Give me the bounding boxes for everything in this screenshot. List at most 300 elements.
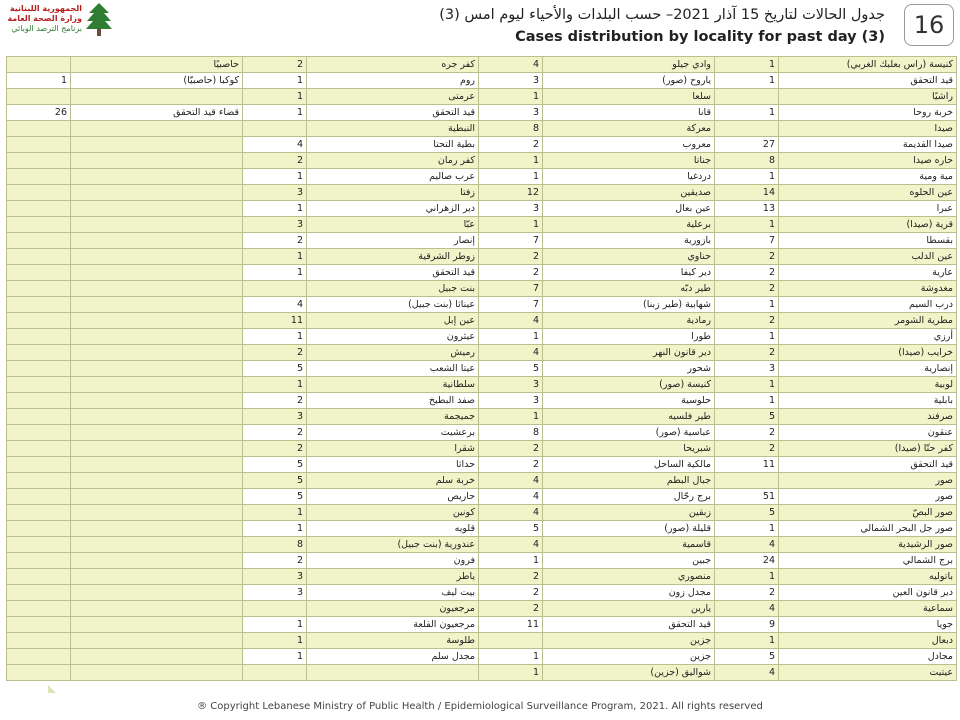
case-count-cell: 1: [715, 521, 779, 537]
case-count-cell: [7, 281, 71, 297]
case-count-cell: [7, 489, 71, 505]
case-count-cell: 13: [715, 201, 779, 217]
case-count-cell: 7: [479, 281, 543, 297]
locality-name-cell: أرزي: [779, 329, 957, 345]
locality-name-cell: برج الشمالي: [779, 553, 957, 569]
case-count-cell: 1: [243, 329, 307, 345]
locality-name-cell: [71, 617, 243, 633]
locality-name-cell: [71, 537, 243, 553]
case-count-cell: 4: [479, 57, 543, 73]
case-count-cell: 12: [479, 185, 543, 201]
case-count-cell: 3: [243, 569, 307, 585]
case-count-cell: 1: [243, 201, 307, 217]
page-title-arabic: جدول الحالات لتاريخ 15 آذار 2021– حسب البلدات والأحياء ليوم امس (3): [439, 7, 885, 23]
table-row: [7, 409, 957, 425]
case-count-cell: 3: [479, 105, 543, 121]
locality-name-cell: قضاء قيد التحقق: [71, 105, 243, 121]
case-count-cell: 1: [243, 617, 307, 633]
case-count-cell: 1: [243, 649, 307, 665]
locality-name-cell: بابلية: [779, 393, 957, 409]
locality-name-cell: رمادية: [543, 313, 715, 329]
locality-name-cell: صيدا: [779, 121, 957, 137]
case-count-cell: 2: [715, 249, 779, 265]
case-count-cell: 26: [7, 105, 71, 121]
case-count-cell: [7, 585, 71, 601]
case-count-cell: [7, 633, 71, 649]
locality-name-cell: ياروح (صور): [543, 73, 715, 89]
case-count-cell: [7, 201, 71, 217]
locality-name-cell: صور جل البحر الشمالي: [779, 521, 957, 537]
case-count-cell: 5: [715, 505, 779, 521]
locality-name-cell: [71, 665, 243, 681]
case-count-cell: [7, 473, 71, 489]
case-count-cell: 1: [243, 377, 307, 393]
locality-name-cell: منصوري: [543, 569, 715, 585]
locality-name-cell: معركة: [543, 121, 715, 137]
locality-name-cell: قلويه: [307, 521, 479, 537]
case-count-cell: 1: [7, 73, 71, 89]
case-count-cell: [7, 665, 71, 681]
locality-name-cell: حاريص: [307, 489, 479, 505]
case-count-cell: 1: [243, 169, 307, 185]
locality-name-cell: مغدوشة: [779, 281, 957, 297]
locality-name-cell: جويا: [779, 617, 957, 633]
case-count-cell: 3: [243, 185, 307, 201]
case-count-cell: [7, 441, 71, 457]
case-count-cell: 4: [243, 297, 307, 313]
table-row: [7, 425, 957, 441]
case-count-cell: 14: [715, 185, 779, 201]
case-count-cell: 2: [243, 233, 307, 249]
case-count-cell: 1: [715, 73, 779, 89]
locality-name-cell: كونين: [307, 505, 479, 521]
case-count-cell: 5: [479, 361, 543, 377]
case-count-cell: [715, 89, 779, 105]
table-row: [7, 505, 957, 521]
case-count-cell: 1: [715, 569, 779, 585]
locality-name-cell: [71, 393, 243, 409]
locality-name-cell: عيثرون: [307, 329, 479, 345]
locality-name-cell: راشيًا: [779, 89, 957, 105]
locality-name-cell: [71, 409, 243, 425]
locality-name-cell: دير كيفا: [543, 265, 715, 281]
table-body: [7, 57, 957, 681]
locality-name-cell: [71, 649, 243, 665]
locality-name-cell: صيدا القديمة: [779, 137, 957, 153]
case-count-cell: 1: [243, 505, 307, 521]
locality-name-cell: جزين: [543, 649, 715, 665]
locality-name-cell: سماعية: [779, 601, 957, 617]
table-row: [7, 329, 957, 345]
locality-name-cell: عبّا: [307, 217, 479, 233]
table-row: [7, 201, 957, 217]
table-row: [7, 281, 957, 297]
locality-name-cell: عندورية (بنت جبيل): [307, 537, 479, 553]
locality-name-cell: طير فلسيه: [543, 409, 715, 425]
table-row: [7, 473, 957, 489]
locality-name-cell: دير الزهراني: [307, 201, 479, 217]
case-count-cell: [7, 137, 71, 153]
case-count-cell: [7, 329, 71, 345]
case-count-cell: 1: [715, 633, 779, 649]
locality-name-cell: [71, 249, 243, 265]
table-row: [7, 89, 957, 105]
locality-name-cell: كوكبا (حاصبيّا): [71, 73, 243, 89]
case-count-cell: 2: [479, 265, 543, 281]
locality-name-cell: سلطانية: [307, 377, 479, 393]
locality-name-cell: عين الحلوه: [779, 185, 957, 201]
case-count-cell: 2: [479, 441, 543, 457]
case-count-cell: 1: [479, 553, 543, 569]
table-row: [7, 457, 957, 473]
locality-name-cell: طلوسة: [307, 633, 479, 649]
locality-name-cell: [71, 377, 243, 393]
locality-name-cell: [71, 169, 243, 185]
case-count-cell: [7, 505, 71, 521]
locality-name-cell: صور الرشيدية: [779, 537, 957, 553]
case-count-cell: 1: [715, 105, 779, 121]
locality-name-cell: مية ومية: [779, 169, 957, 185]
locality-name-cell: كنيسة (صور): [543, 377, 715, 393]
locality-name-cell: برعشيت: [307, 425, 479, 441]
case-count-cell: [7, 121, 71, 137]
locality-name-cell: خرايب (صيدا): [779, 345, 957, 361]
locality-name-cell: كنيسة (راس بعلبك الغربي): [779, 57, 957, 73]
case-count-cell: 5: [243, 361, 307, 377]
case-count-cell: 2: [715, 265, 779, 281]
locality-name-cell: حناوي: [543, 249, 715, 265]
case-count-cell: 1: [715, 57, 779, 73]
locality-name-cell: [71, 153, 243, 169]
table-row: [7, 553, 957, 569]
case-count-cell: 11: [715, 457, 779, 473]
case-count-cell: 4: [479, 489, 543, 505]
locality-name-cell: [71, 185, 243, 201]
case-count-cell: 11: [479, 617, 543, 633]
case-count-cell: 24: [715, 553, 779, 569]
case-count-cell: 2: [243, 441, 307, 457]
locality-name-cell: [71, 201, 243, 217]
case-count-cell: [7, 169, 71, 185]
locality-name-cell: قيد التحقق: [307, 265, 479, 281]
table-row: [7, 569, 957, 585]
case-count-cell: 3: [479, 393, 543, 409]
table-row: [7, 73, 957, 89]
case-count-cell: 51: [715, 489, 779, 505]
case-count-cell: 1: [243, 89, 307, 105]
case-count-cell: 1: [243, 105, 307, 121]
locality-name-cell: شواليق (جزين): [543, 665, 715, 681]
case-count-cell: 1: [479, 153, 543, 169]
table-row: [7, 313, 957, 329]
case-count-cell: 8: [479, 425, 543, 441]
case-count-cell: 9: [715, 617, 779, 633]
locality-name-cell: شقرا: [307, 441, 479, 457]
case-count-cell: 1: [479, 665, 543, 681]
locality-name-cell: [71, 297, 243, 313]
locality-name-cell: صديقين: [543, 185, 715, 201]
case-count-cell: 1: [715, 393, 779, 409]
case-count-cell: 2: [715, 313, 779, 329]
locality-name-cell: بنت جبيل: [307, 281, 479, 297]
case-count-cell: 2: [479, 601, 543, 617]
case-count-cell: [715, 473, 779, 489]
table-row: [7, 345, 957, 361]
table-row: [7, 249, 957, 265]
locality-name-cell: فرون: [307, 553, 479, 569]
case-count-cell: 3: [243, 409, 307, 425]
locality-name-cell: عنقون: [779, 425, 957, 441]
case-count-cell: [7, 313, 71, 329]
case-count-cell: 1: [715, 377, 779, 393]
locality-name-cell: يارين: [543, 601, 715, 617]
table-row: [7, 137, 957, 153]
locality-name-cell: كفر رمان: [307, 153, 479, 169]
locality-name-cell: وادي جيلو: [543, 57, 715, 73]
logo-line-3: برنامج الترصد الوبائي: [11, 24, 82, 33]
locality-name-cell: حاصبيًا: [71, 57, 243, 73]
case-count-cell: 2: [715, 281, 779, 297]
locality-name-cell: مرجعيون: [307, 601, 479, 617]
locality-name-cell: بطية التحتا: [307, 137, 479, 153]
case-count-cell: 27: [715, 137, 779, 153]
locality-name-cell: [71, 233, 243, 249]
locality-name-cell: حداثا: [307, 457, 479, 473]
case-count-cell: 1: [243, 521, 307, 537]
case-count-cell: [7, 649, 71, 665]
locality-name-cell: حاره صيدا: [779, 153, 957, 169]
case-count-cell: 2: [479, 457, 543, 473]
table-row: [7, 57, 957, 73]
case-count-cell: 4: [715, 537, 779, 553]
locality-name-cell: مرجعيون القلعة: [307, 617, 479, 633]
case-count-cell: 2: [243, 57, 307, 73]
case-count-cell: [7, 265, 71, 281]
case-count-cell: [243, 121, 307, 137]
case-count-cell: 4: [715, 601, 779, 617]
locality-name-cell: عين بعال: [543, 201, 715, 217]
case-count-cell: 7: [479, 233, 543, 249]
locality-name-cell: جبال البطم: [543, 473, 715, 489]
case-count-cell: 2: [479, 249, 543, 265]
locality-name-cell: مجادل: [779, 649, 957, 665]
locality-name-cell: مطرية الشومر: [779, 313, 957, 329]
table-row: [7, 185, 957, 201]
table-row: [7, 633, 957, 649]
cedar-icon: [86, 2, 112, 38]
case-count-cell: 1: [479, 409, 543, 425]
logo-line-1: الجمهورية اللبنانية: [9, 4, 82, 13]
table-row: [7, 521, 957, 537]
case-count-cell: [7, 537, 71, 553]
case-count-cell: [7, 377, 71, 393]
locality-name-cell: بازورية: [543, 233, 715, 249]
case-count-cell: 2: [243, 153, 307, 169]
locality-name-cell: جناتا: [543, 153, 715, 169]
locality-name-cell: عبرا: [779, 201, 957, 217]
case-count-cell: 4: [479, 537, 543, 553]
table-row: [7, 601, 957, 617]
locality-name-cell: [71, 633, 243, 649]
case-count-cell: 1: [479, 649, 543, 665]
locality-name-cell: قيد التحقق: [307, 105, 479, 121]
case-count-cell: 3: [479, 73, 543, 89]
case-count-cell: 1: [243, 73, 307, 89]
locality-name-cell: [71, 281, 243, 297]
case-count-cell: 2: [715, 441, 779, 457]
case-count-cell: 1: [479, 169, 543, 185]
case-count-cell: 7: [479, 297, 543, 313]
table-row: [7, 233, 957, 249]
locality-name-cell: درب السيم: [779, 297, 957, 313]
locality-name-cell: عارية: [779, 265, 957, 281]
case-count-cell: 2: [243, 425, 307, 441]
case-count-cell: [7, 233, 71, 249]
locality-name-cell: عرمتى: [307, 89, 479, 105]
locality-name-cell: دبعال: [779, 633, 957, 649]
logo-line-2: وزارة الصحة العامة: [7, 14, 82, 23]
case-count-cell: [243, 665, 307, 681]
case-count-cell: 2: [479, 585, 543, 601]
locality-name-cell: [71, 441, 243, 457]
locality-name-cell: صور: [779, 489, 957, 505]
table-row: [7, 665, 957, 681]
locality-name-cell: عرب صاليم: [307, 169, 479, 185]
locality-name-cell: عين الدلب: [779, 249, 957, 265]
case-count-cell: [7, 185, 71, 201]
case-count-cell: 5: [243, 489, 307, 505]
locality-name-cell: [71, 473, 243, 489]
locality-name-cell: بيت ليف: [307, 585, 479, 601]
case-count-cell: 7: [715, 233, 779, 249]
locality-name-cell: عيتيت: [779, 665, 957, 681]
locality-name-cell: [71, 265, 243, 281]
locality-name-cell: دردغيا: [543, 169, 715, 185]
locality-name-cell: قانا: [543, 105, 715, 121]
case-count-cell: 1: [243, 633, 307, 649]
locality-name-cell: شبريحا: [543, 441, 715, 457]
logo-text: [4, 4, 82, 34]
case-count-cell: 4: [243, 137, 307, 153]
case-count-cell: 4: [479, 345, 543, 361]
table-row: [7, 121, 957, 137]
locality-name-cell: [71, 121, 243, 137]
case-count-cell: 3: [479, 377, 543, 393]
locality-name-cell: رميش: [307, 345, 479, 361]
case-count-cell: [7, 617, 71, 633]
case-count-cell: 5: [715, 409, 779, 425]
table-row: [7, 297, 957, 313]
locality-name-cell: قرية (صيدا): [779, 217, 957, 233]
locality-name-cell: [71, 553, 243, 569]
locality-name-cell: معروب: [543, 137, 715, 153]
case-count-cell: 3: [715, 361, 779, 377]
locality-name-cell: جميجمة: [307, 409, 479, 425]
case-count-cell: 5: [479, 521, 543, 537]
table-row: [7, 617, 957, 633]
case-count-cell: [7, 153, 71, 169]
locality-name-cell: [71, 313, 243, 329]
case-count-cell: [7, 297, 71, 313]
locality-name-cell: [71, 457, 243, 473]
locality-name-cell: مالكية الساحل: [543, 457, 715, 473]
locality-name-cell: [307, 665, 479, 681]
page-number: 16: [904, 4, 954, 46]
case-count-cell: [7, 569, 71, 585]
locality-name-cell: طورا: [543, 329, 715, 345]
locality-name-cell: [71, 345, 243, 361]
locality-name-cell: زبقين: [543, 505, 715, 521]
table-row: [7, 153, 957, 169]
case-count-cell: 4: [715, 665, 779, 681]
locality-name-cell: دير قانون النهر: [543, 345, 715, 361]
case-count-cell: 2: [243, 393, 307, 409]
locality-name-cell: سلعا: [543, 89, 715, 105]
locality-name-cell: عين إبل: [307, 313, 479, 329]
locality-name-cell: جزين: [543, 633, 715, 649]
locality-name-cell: إنصارية: [779, 361, 957, 377]
locality-name-cell: قيد التحقق: [779, 457, 957, 473]
table-row: [7, 265, 957, 281]
locality-name-cell: لوبية: [779, 377, 957, 393]
case-count-cell: 1: [479, 329, 543, 345]
case-count-cell: [7, 393, 71, 409]
case-count-cell: 2: [715, 345, 779, 361]
case-count-cell: 1: [715, 169, 779, 185]
locality-name-cell: [71, 569, 243, 585]
case-count-cell: [243, 281, 307, 297]
locality-name-cell: شهابية (طير زبنا): [543, 297, 715, 313]
locality-name-cell: [71, 329, 243, 345]
table-row: [7, 217, 957, 233]
locality-name-cell: دير قانون العين: [779, 585, 957, 601]
cases-table: [6, 56, 957, 681]
locality-name-cell: النبطية: [307, 121, 479, 137]
locality-name-cell: [71, 137, 243, 153]
locality-name-cell: [71, 361, 243, 377]
locality-name-cell: قليلة (صور): [543, 521, 715, 537]
locality-name-cell: [71, 89, 243, 105]
case-count-cell: 2: [479, 569, 543, 585]
case-count-cell: [7, 345, 71, 361]
locality-name-cell: زفتا: [307, 185, 479, 201]
locality-name-cell: خربة سلم: [307, 473, 479, 489]
locality-name-cell: [71, 505, 243, 521]
case-count-cell: 3: [479, 201, 543, 217]
case-count-cell: 4: [479, 473, 543, 489]
ministry-logo: [4, 2, 114, 44]
case-count-cell: 1: [479, 89, 543, 105]
case-count-cell: 8: [479, 121, 543, 137]
case-count-cell: 1: [715, 217, 779, 233]
locality-name-cell: برج رحّال: [543, 489, 715, 505]
case-count-cell: 3: [243, 585, 307, 601]
table-row: [7, 169, 957, 185]
locality-name-cell: روم: [307, 73, 479, 89]
case-count-cell: [7, 425, 71, 441]
locality-name-cell: بقسطا: [779, 233, 957, 249]
table-row: [7, 105, 957, 121]
case-count-cell: 4: [479, 313, 543, 329]
case-count-cell: [7, 601, 71, 617]
locality-name-cell: مجدل زون: [543, 585, 715, 601]
locality-name-cell: [71, 425, 243, 441]
case-count-cell: 4: [479, 505, 543, 521]
case-count-cell: 2: [243, 345, 307, 361]
locality-name-cell: زوطر الشرقية: [307, 249, 479, 265]
case-count-cell: [7, 57, 71, 73]
locality-name-cell: صور البصّ: [779, 505, 957, 521]
